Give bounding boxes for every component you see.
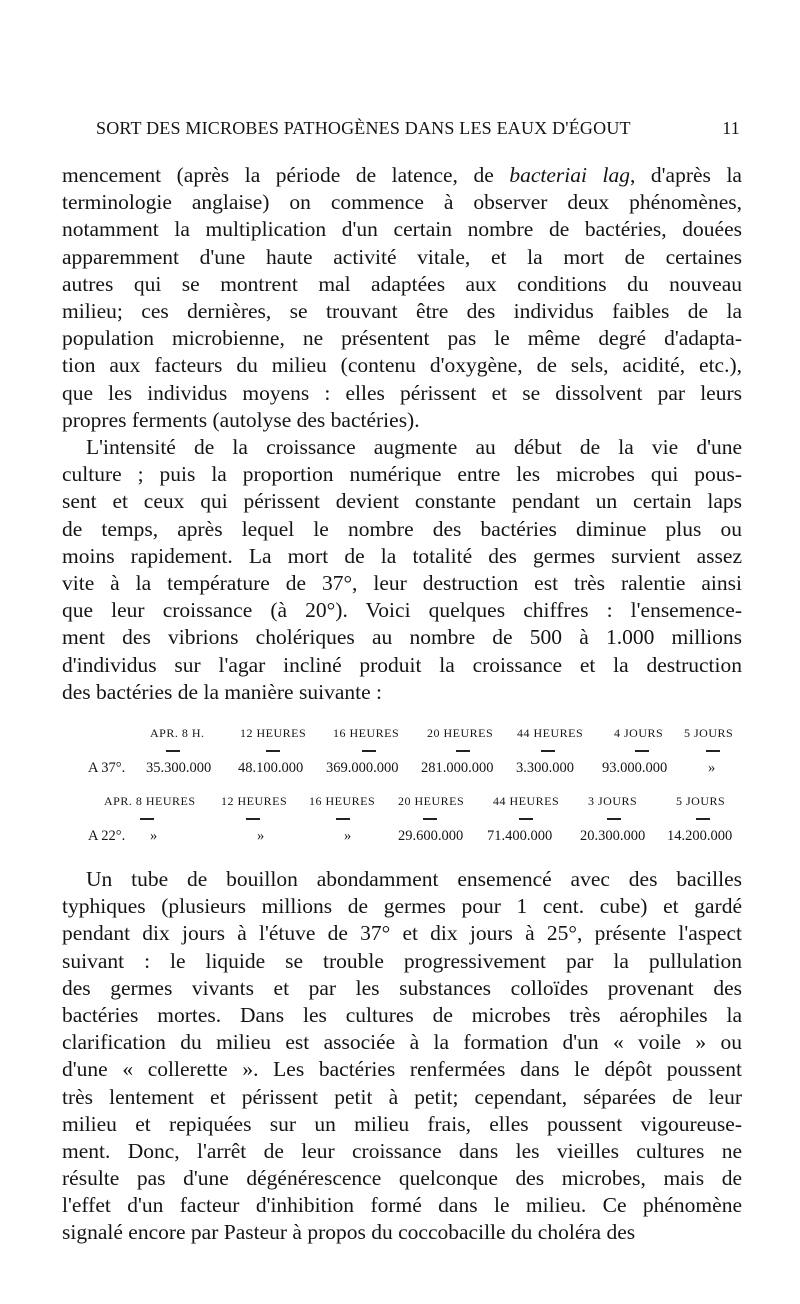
table-cell: 3.300.000 [516,760,574,776]
table-cell: » [150,828,158,844]
text-line: pendant dix jours à l'étuve de 37° et dix jours à 25°, présente l'aspect [62,921,742,946]
table-row-22 [0,828,800,850]
table-cell: » [257,828,265,844]
dash-rule [696,818,710,820]
dash-rule [362,750,376,752]
row-label: A 22°. [88,828,126,844]
dash-rule [706,750,720,752]
row-label: A 37°. [88,760,126,776]
running-title: SORT DES MICROBES PATHOGÈNES DANS LES EAUX D'ÉGOUT [96,118,631,138]
column-header: 16 HEURES [333,726,400,740]
table-cell: 29.600.000 [398,828,464,844]
text-emphasis: bacteriai lag [509,163,630,187]
text-line: propres ferments (autolyse des bactéries). [62,407,420,432]
text-line: terminologie anglaise) on commence à observer deux phénomènes, [62,190,742,215]
text-line: mencement (après la période de latence, de bacteriai lag, d'après la [62,163,742,187]
table-cell: 369.000.000 [326,760,399,776]
text-line: de temps, après lequel le nombre des bactéries diminue plus ou [62,516,742,541]
page-number: 11 [722,118,740,138]
dash-rule [266,750,280,752]
table-header-row-37 [0,726,800,748]
column-header: APR. 8 H. [150,726,205,740]
text-line: des bactéries de la manière suivante : [62,679,382,704]
table-cell: 93.000.000 [602,760,668,776]
paragraph-croissance [62,434,742,706]
text-line: sent et ceux qui périssent devient constante pendant un certain laps [62,489,742,514]
text-line: population microbienne, ne présentent pas le même degré d'adapta- [62,326,742,351]
dash-rule [635,750,649,752]
text-line: culture ; puis la proportion numérique entre les microbes qui pous- [62,462,742,487]
text-line: vite à la température de 37°, leur destruction est très ralentie ainsi [62,570,742,595]
text-line: milieu et repiquées sur un milieu frais, elles poussent vigoureuse- [62,1111,742,1136]
growth-table [0,720,800,860]
text-line: que les individus moyens : elles périssent et se dissolvent par leurs [62,380,742,405]
column-header: 5 JOURS [684,726,734,740]
text-line: tion aux facteurs du milieu (contenu d'oxygène, de sels, acidité, etc.), [62,353,742,378]
dash-rule [246,818,260,820]
dash-rule [140,818,154,820]
table-cell: 48.100.000 [238,760,304,776]
page-header [92,118,740,146]
column-header: 5 JOURS [676,794,726,808]
dash-rule [519,818,533,820]
column-header: 12 HEURES [221,794,288,808]
text-line: clarification du milieu est associée à la formation d'un « voile » ou [62,1030,742,1055]
table-cell: 20.300.000 [580,828,646,844]
text-line: des germes vivants et par les substances colloïdes provenant des [62,975,742,1000]
dash-rule [607,818,621,820]
paragraph-latence [62,162,742,434]
dash-rule [541,750,555,752]
text-line: que leur croissance (à 20°). Voici quelques chiffres : l'ensemence- [62,598,742,623]
text-line: d'une « collerette ». Les bactéries renfermées dans le dépôt poussent [62,1057,742,1082]
text-line: ment des vibrions cholériques au nombre de 500 à 1.000 millions [62,625,742,650]
column-header: 12 HEURES [240,726,307,740]
text-line: apparemment d'une haute activité vitale, et la mort de certaines [62,244,742,269]
text-line: milieu; ces dernières, se trouvant être des individus faibles de la [62,298,742,323]
text-line: résulte pas d'une dégénérescence quelconque des microbes, mais de [62,1166,742,1191]
column-header: APR. 8 HEURES [104,794,196,808]
table-cell: 14.200.000 [667,828,733,844]
text-line: notamment la multiplication d'un certain nombre de bactéries, douées [62,217,742,242]
text-line: bactéries mortes. Dans les cultures de microbes très aérophiles la [62,1002,742,1027]
table-cell: 71.400.000 [487,828,553,844]
text-line: très lentement et périssent petit à petit; cependant, séparées de leur [62,1084,742,1109]
table-header-row-22 [0,794,800,816]
column-header: 16 HEURES [309,794,376,808]
dash-rule [456,750,470,752]
column-header: 20 HEURES [427,726,494,740]
text-line: ment. Donc, l'arrêt de leur croissance dans les vieilles cultures ne [62,1138,742,1163]
dash-rule [166,750,180,752]
text-line: moins rapidement. La mort de la totalité des germes survient assez [62,543,742,568]
text-line: typhiques (plusieurs millions de germes pour 1 cent. cube) et gardé [62,894,742,919]
table-cell: » [708,760,716,776]
column-header: 3 JOURS [588,794,638,808]
text-line: autres qui se montrent mal adaptées aux conditions du nouveau [62,271,742,296]
table-cell: 281.000.000 [421,760,494,776]
column-header: 44 HEURES [493,794,560,808]
text-line: signalé encore par Pasteur à propos du coccobacille du choléra des [62,1220,636,1245]
text-line: suivant : le liquide se trouble progressivement par la pullulation [62,948,742,973]
table-row-37 [0,760,800,782]
column-header: 4 JOURS [614,726,664,740]
text-line: L'intensité de la croissance augmente au début de la vie d'une [86,435,742,459]
text-line: Un tube de bouillon abondamment ensemencé avec des bacilles [86,867,742,891]
column-header: 44 HEURES [517,726,584,740]
column-header: 20 HEURES [398,794,465,808]
text-line: l'effet d'un facteur d'inhibition formé dans le milieu. Ce phénomène [62,1193,742,1218]
dash-rule [336,818,350,820]
table-cell: 35.300.000 [146,760,212,776]
text-line: d'individus sur l'agar incliné produit la croissance et la destruction [62,652,742,677]
paragraph-bacilles-typhiques [62,866,742,1247]
table-cell: » [344,828,352,844]
dash-rule [423,818,437,820]
